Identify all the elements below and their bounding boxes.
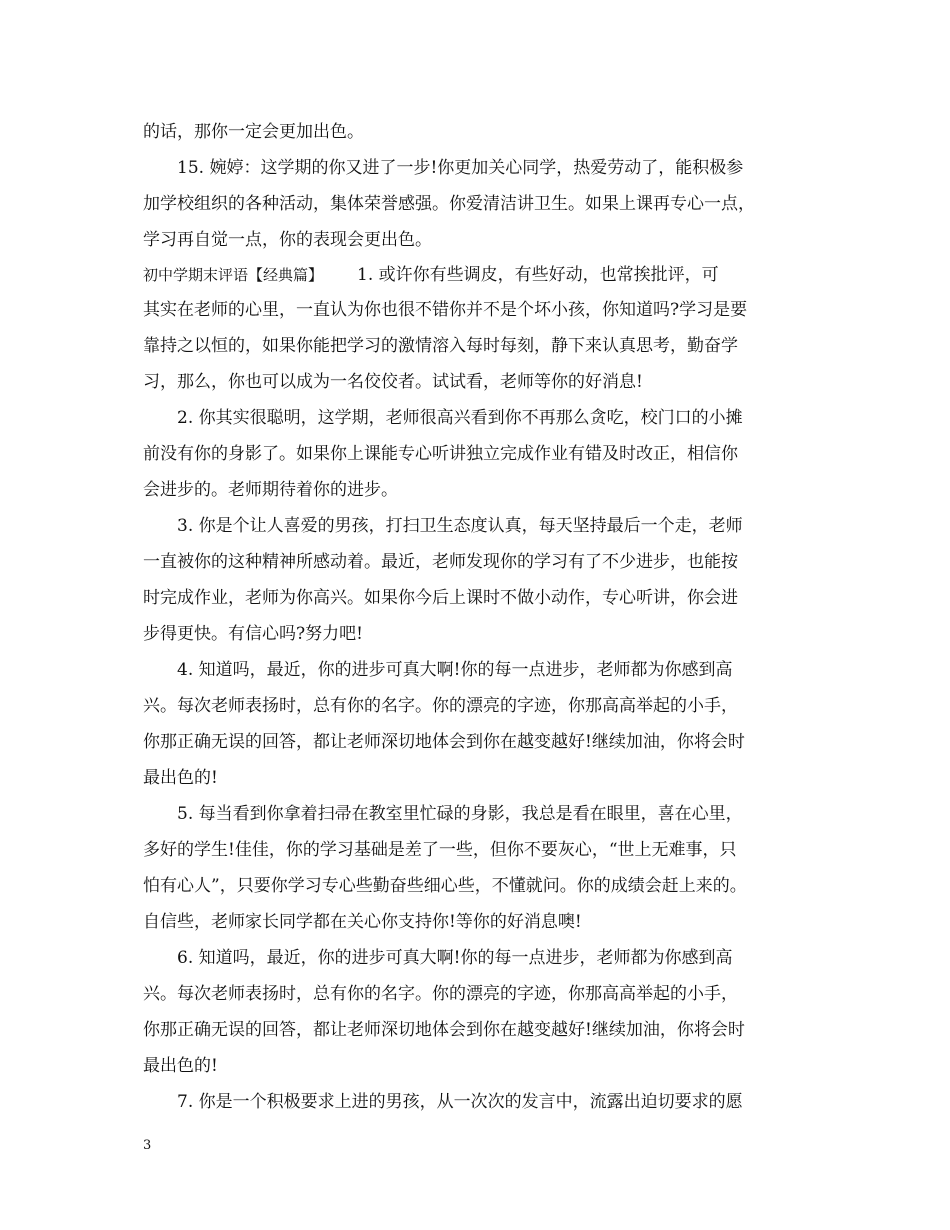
- text-line: 加学校组织的各种活动，集体荣誉感强。你爱清洁讲卫生。如果上课再专心一点，: [143, 194, 755, 214]
- text-line: 会进步的。老师期待着你的进步。: [143, 480, 398, 500]
- text-line: 兴。每次老师表扬时，总有你的名字。你的漂亮的字迹，你那高高举起的小手，: [143, 984, 738, 1004]
- text-line: 自信些，老师家长同学都在关心你支持你!等你的好消息噢!: [143, 912, 582, 932]
- text-line: 步得更快。有信心吗?努力吧!: [143, 624, 363, 644]
- text-line: 前没有你的身影了。如果你上课能专心听讲独立完成作业有错及时改正，相信你: [143, 444, 738, 464]
- text-line: 靠持之以恒的，如果你能把学习的激情溶入每时每刻，静下来认真思考，勤奋学: [143, 336, 738, 356]
- text-line: 7. 你是一个积极要求上进的男孩，从一次次的发言中，流露出迫切要求的愿: [177, 1092, 743, 1112]
- text-line: 15. 婉婷：这学期的你又进了一步!你更加关心同学，热爱劳动了，能积极参: [177, 158, 744, 178]
- text-line: 4. 知道吗，最近，你的进步可真大啊!你的每一点进步，老师都为你感到高: [177, 660, 733, 680]
- text-line: 最出色的!: [143, 768, 218, 788]
- text-line: 一直被你的这种精神所感动着。最近，老师发现你的学习有了不少进步，也能按: [143, 552, 738, 572]
- text-line: 怕有心人”，只要你学习专心些勤奋些细心些，不懂就问。你的成绩会赶上来的。: [143, 876, 747, 896]
- text-line: 2. 你其实很聪明，这学期，老师很高兴看到你不再那么贪吃，校门口的小摊: [177, 408, 743, 428]
- text-line: 你那正确无误的回答，都让老师深切地体会到你在越变越好!继续加油，你将会时: [143, 1020, 745, 1040]
- text-line: 学习再自觉一点，你的表现会更出色。: [143, 230, 432, 250]
- text-line: 时完成作业，老师为你高兴。如果你今后上课时不做小动作，专心听讲，你会进: [143, 588, 738, 608]
- text-line: 多好的学生!佳佳，你的学习基础是差了一些，但你不要灰心，“世上无难事，只: [143, 840, 737, 860]
- text-span: 1. 或许你有些调皮，有些好动，也常挨批评，可: [357, 265, 719, 285]
- text-line: 你那正确无误的回答，都让老师深切地体会到你在越变越好!继续加油，你将会时: [143, 732, 745, 752]
- text-line: 3. 你是个让人喜爱的男孩，打扫卫生态度认真，每天坚持最后一个走，老师: [177, 516, 743, 536]
- text-line: 5. 每当看到你拿着扫帚在教室里忙碌的身影，我总是看在眼里，喜在心里，: [177, 804, 743, 824]
- text-line: 的话，那你一定会更加出色。: [143, 122, 364, 142]
- text-line: 6. 知道吗，最近，你的进步可真大啊!你的每一点进步，老师都为你感到高: [177, 948, 733, 968]
- page-number: 3: [143, 1138, 152, 1153]
- section-heading: 初中学期末评语【经典篇】: [143, 266, 324, 284]
- text-line: 习，那么，你也可以成为一名佼佼者。试试看，老师等你的好消息!: [143, 372, 643, 392]
- text-line: 其实在老师的心里，一直认为你也很不错你并不是个坏小孩，你知道吗?学习是要: [143, 300, 748, 320]
- text-line: 兴。每次老师表扬时，总有你的名字。你的漂亮的字迹，你那高高举起的小手，: [143, 696, 738, 716]
- heading-line: [143, 258, 823, 292]
- document-body: [143, 114, 823, 1120]
- text-line: 最出色的!: [143, 1056, 218, 1076]
